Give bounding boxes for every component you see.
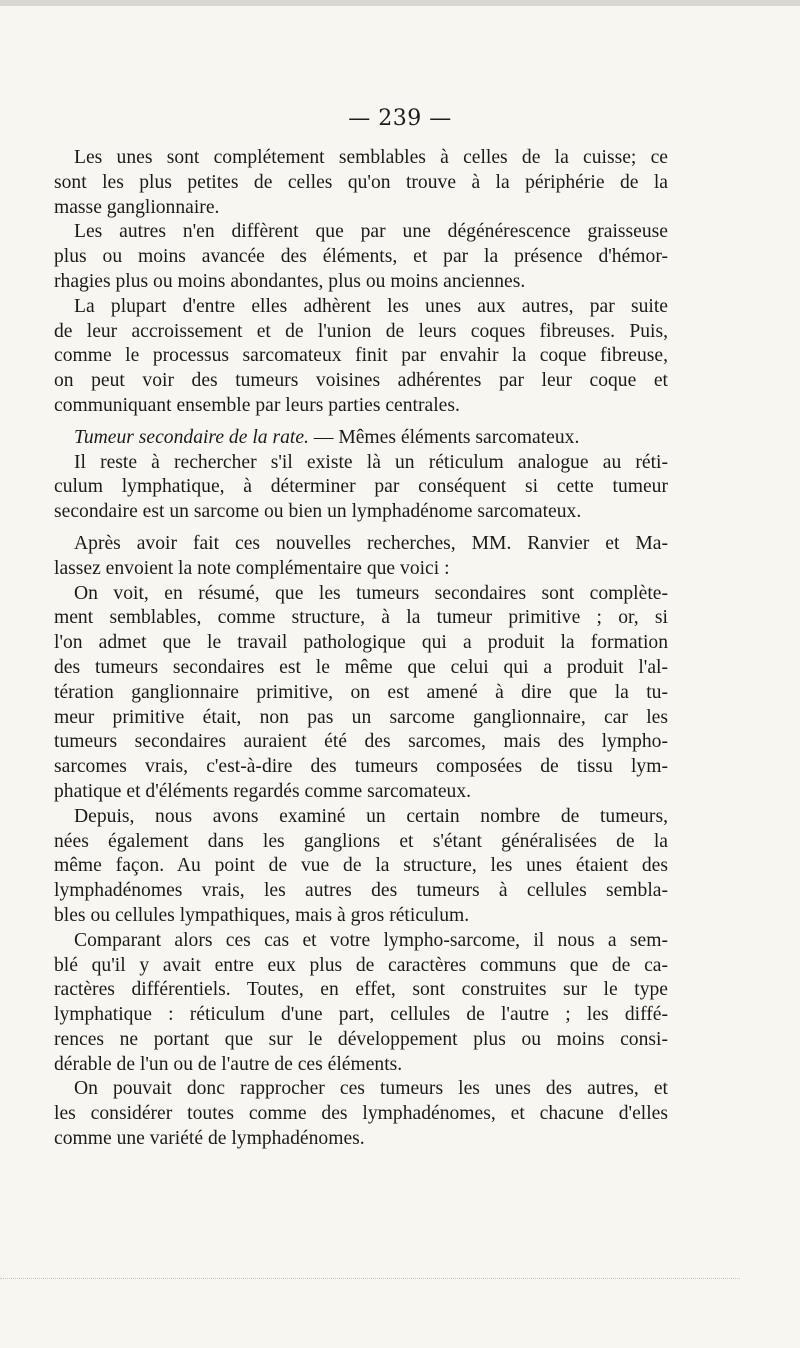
text-line: de leur accroissement et de l'union de leurs coques fibreuses. Puis, — [54, 320, 668, 342]
page-fold-mark — [0, 1278, 740, 1280]
text-line: phatique et d'éléments regardés comme sarcomateux. — [54, 780, 472, 802]
text-line: lymphatique : réticulum d'une part, cellules de l'autre ; les diffé- — [54, 1004, 668, 1026]
text-line: sont les plus petites de celles qu'on trouve à la périphérie de la — [54, 171, 668, 193]
paragraph-3 — [54, 295, 668, 419]
text-line: même façon. Au point de vue de la structure, les unes étaient des — [54, 855, 668, 877]
text-line: Depuis, nous avons examiné un certain nombre de tumeurs, — [74, 805, 668, 827]
body-text — [54, 146, 668, 1152]
text-line: nées également dans les ganglions et s'étant généralisées de la — [54, 830, 668, 852]
text-line: secondaire est un sarcome ou bien un lymphadénome sarcomateux. — [54, 501, 582, 523]
text-line: Après avoir fait ces nouvelles recherches, MM. Ranvier et Ma- — [74, 532, 668, 554]
text-line: Les autres n'en diffèrent que par une dégénérescence graisseuse — [74, 221, 668, 243]
text-line: meur primitive était, non pas un sarcome ganglionnaire, car les — [54, 706, 668, 728]
text-line: masse ganglionnaire. — [54, 196, 220, 218]
text-line: tération ganglionnaire primitive, on est amené à dire que la tu- — [54, 681, 668, 703]
text-line: Comparant alors ces cas et votre lympho-sarcome, il nous a sem- — [74, 929, 668, 951]
section-heading: Tumeur secondaire de la rate. — [74, 426, 309, 448]
text-line: lymphadénomes vrais, les autres des tumeurs à cellules sembla- — [54, 880, 668, 902]
text-line: l'on admet que le travail pathologique qui a produit la formation — [54, 632, 668, 654]
text-line: blé qu'il y avait entre eux plus de caractères communs que de ca- — [54, 954, 668, 976]
text-line: culum lymphatique, à déterminer par conséquent si cette tumeur — [54, 476, 668, 498]
text-line: Les unes sont complétement semblables à celles de la cuisse; ce — [74, 147, 668, 168]
text-line: communiquant ensemble par leurs parties centrales. — [54, 394, 460, 416]
paragraph-5 — [54, 532, 668, 582]
text-line: rences ne portant que sur le développement plus ou moins consi- — [54, 1028, 668, 1050]
paragraph-1 — [54, 146, 668, 220]
paragraph-7 — [54, 805, 668, 929]
text-line: tumeurs secondaires auraient été des sarcomes, mais des lympho- — [54, 731, 668, 753]
text-line: La plupart d'entre elles adhèrent les unes aux autres, par suite — [74, 295, 668, 317]
text-line: rhagies plus ou moins abondantes, plus ou moins anciennes. — [54, 270, 526, 292]
text-line: comme le processus sarcomateux finit par envahir la coque fibreuse, — [54, 345, 668, 367]
page-number: — 239 — — [348, 106, 452, 131]
paragraph-8 — [54, 929, 668, 1078]
paragraph-4 — [54, 426, 668, 525]
text-line: On voit, en résumé, que les tumeurs secondaires sont complète- — [74, 582, 668, 604]
paragraph-6 — [54, 582, 668, 805]
text-line: ment semblables, comme structure, à la tumeur primitive ; or, si — [54, 607, 668, 629]
paragraph-2 — [54, 220, 668, 294]
text-line: les considérer toutes comme des lymphadénomes, et chacune d'elles — [54, 1103, 668, 1125]
text-line: on peut voir des tumeurs voisines adhérentes par leur coque et — [54, 370, 668, 392]
page-top-edge — [0, 0, 800, 6]
text-line: bles ou cellules lympathiques, mais à gros réticulum. — [54, 904, 470, 926]
text-line: sarcomes vrais, c'est-à-dire des tumeurs composées de tissu lym- — [54, 756, 668, 778]
text-line: On pouvait donc rapprocher ces tumeurs les unes des autres, et — [74, 1078, 668, 1100]
section-heading-rest: — Mêmes éléments sarcomateux. — [308, 426, 580, 448]
text-line: des tumeurs secondaires est le même que celui qui a produit l'al- — [54, 656, 668, 678]
paragraph-9 — [54, 1077, 668, 1151]
text-line: comme une variété de lymphadénomes. — [54, 1128, 365, 1150]
text-line: ractères différentiels. Toutes, en effet, sont construites sur le type — [54, 979, 668, 1001]
text-line: plus ou moins avancée des éléments, et par la présence d'hémor- — [54, 246, 668, 268]
text-line: lassez envoient la note complémentaire que voici : — [54, 557, 450, 579]
text-line: Il reste à rechercher s'il existe là un réticulum analogue au réti- — [74, 451, 668, 473]
section-heading-line — [54, 426, 668, 451]
text-line: dérable de l'un ou de l'autre de ces éléments. — [54, 1053, 403, 1075]
